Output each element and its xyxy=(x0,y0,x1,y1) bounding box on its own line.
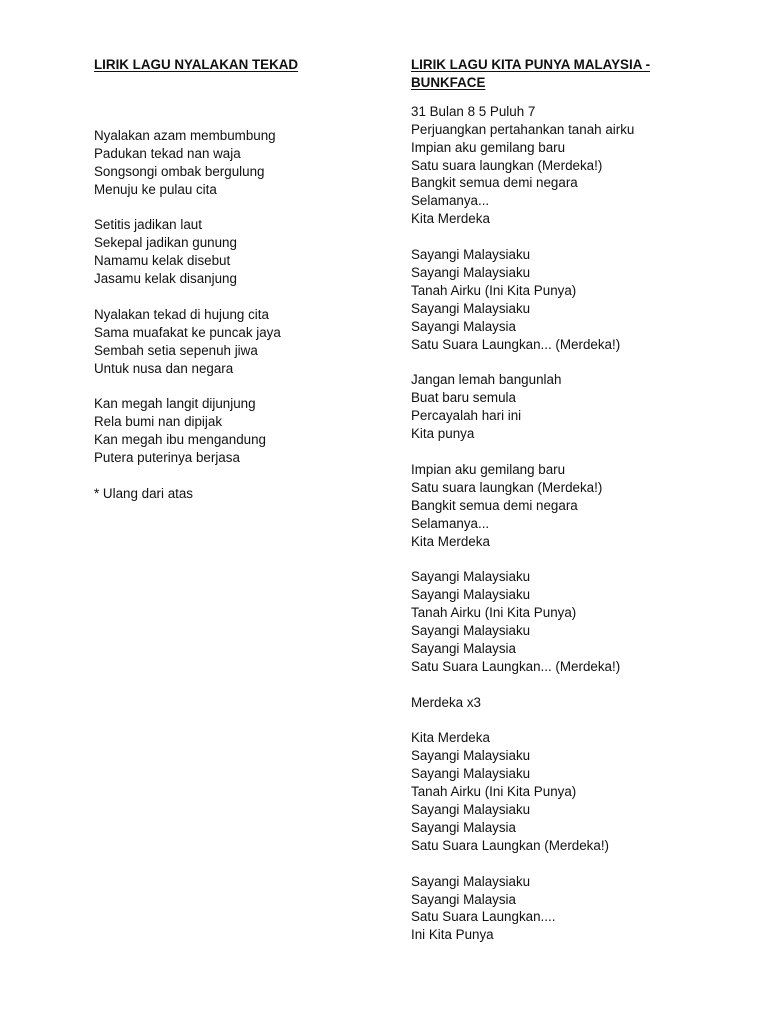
lyric-line: Kan megah langit dijunjung xyxy=(94,396,256,412)
lyric-line: Bangkit semua demi negara xyxy=(411,175,578,191)
lyric-line: Putera puterinya berjasa xyxy=(94,450,240,466)
lyric-line: Setitis jadikan laut xyxy=(94,217,202,233)
lyric-line: Namamu kelak disebut xyxy=(94,253,231,269)
lyric-line: Tanah Airku (Ini Kita Punya) xyxy=(411,282,577,298)
lyric-line: Rela bumi nan dipijak xyxy=(94,414,223,430)
lyric-line: Tanah Airku (Ini Kita Punya) xyxy=(411,605,577,621)
lyric-stanza xyxy=(94,216,384,288)
lyric-line: Sayangi Malaysiaku xyxy=(411,766,531,782)
lyric-line: Sayangi Malaysiaku xyxy=(411,247,531,263)
lyric-line: Sayangi Malaysia xyxy=(411,819,516,835)
lyric-line: Sayangi Malaysiaku xyxy=(411,300,531,316)
lyric-line: Bangkit semua demi negara xyxy=(411,497,578,513)
lyric-line: Sembah setia sepenuh jiwa xyxy=(94,342,258,358)
lyric-line: Ini Kita Punya xyxy=(411,927,494,943)
lyric-stanza xyxy=(411,873,711,945)
lyric-line: Kita Merdeka xyxy=(411,730,490,746)
lyrics-column-nyalakan-tekad xyxy=(94,56,384,521)
lyric-line: Buat baru semula xyxy=(411,390,516,406)
lyric-line: Merdeka x3 xyxy=(411,694,481,710)
lyric-stanza xyxy=(411,371,711,443)
stanza-list xyxy=(411,103,711,944)
stanza-list xyxy=(94,127,384,503)
lyric-line: Sayangi Malaysiaku xyxy=(411,623,531,639)
lyric-line: Songsongi ombak bergulung xyxy=(94,163,265,179)
lyric-line: Menuju ke pulau cita xyxy=(94,181,217,197)
lyric-line: Jasamu kelak disanjung xyxy=(94,271,237,287)
lyric-line: Kita Merdeka xyxy=(411,211,490,227)
lyric-line: Satu Suara Laungkan (Merdeka!) xyxy=(411,837,610,853)
lyric-stanza xyxy=(411,246,711,353)
lyric-line: Sayangi Malaysiaku xyxy=(411,802,531,818)
lyric-line: Sayangi Malaysiaku xyxy=(411,873,531,889)
lyric-line: Padukan tekad nan waja xyxy=(94,145,241,161)
song-title-kita-punya-malaysia xyxy=(411,56,711,92)
lyric-line: * Ulang dari atas xyxy=(94,485,193,501)
lyric-line: Kita Merdeka xyxy=(411,533,490,549)
lyric-line: Sayangi Malaysia xyxy=(411,640,516,656)
lyric-line: Kita punya xyxy=(411,426,475,442)
lyric-line: Sayangi Malaysiaku xyxy=(411,587,531,603)
lyric-line: Satu Suara Laungkan.... xyxy=(411,909,556,925)
lyric-stanza xyxy=(94,127,384,199)
lyric-line: Impian aku gemilang baru xyxy=(411,139,566,155)
lyric-stanza xyxy=(411,694,711,712)
lyric-line: Tanah Airku (Ini Kita Punya) xyxy=(411,784,577,800)
lyric-stanza xyxy=(94,306,384,378)
lyric-line: Sama muafakat ke puncak jaya xyxy=(94,324,281,340)
lyric-stanza xyxy=(94,485,384,503)
song-title-line: BUNKFACE xyxy=(411,74,486,90)
lyric-line: Nyalakan azam membumbung xyxy=(94,127,276,143)
lyric-stanza xyxy=(411,103,711,228)
lyric-line: Sayangi Malaysia xyxy=(411,891,516,907)
lyric-line: Sayangi Malaysia xyxy=(411,318,516,334)
lyric-line: Untuk nusa dan negara xyxy=(94,360,234,376)
lyric-line: Satu Suara Laungkan... (Merdeka!) xyxy=(411,336,621,352)
lyric-line: Selamanya... xyxy=(411,193,490,209)
lyric-line: Impian aku gemilang baru xyxy=(411,461,566,477)
lyric-line: Percayalah hari ini xyxy=(411,408,522,424)
lyric-line: Nyalakan tekad di hujung cita xyxy=(94,306,269,322)
lyric-line: Sayangi Malaysiaku xyxy=(411,569,531,585)
lyric-line: 31 Bulan 8 5 Puluh 7 xyxy=(411,103,536,119)
lyric-line: Sekepal jadikan gunung xyxy=(94,235,237,251)
lyric-stanza xyxy=(94,395,384,467)
lyric-line: Jangan lemah bangunlah xyxy=(411,372,562,388)
song-title-nyalakan-tekad: LIRIK LAGU NYALAKAN TEKAD xyxy=(94,57,299,72)
lyric-line: Kan megah ibu mengandung xyxy=(94,432,266,448)
lyric-line: Satu suara laungkan (Merdeka!) xyxy=(411,157,603,173)
lyrics-column-kita-punya-malaysia xyxy=(411,56,711,962)
lyric-line: Perjuangkan pertahankan tanah airku xyxy=(411,121,635,137)
song-title-line: LIRIK LAGU KITA PUNYA MALAYSIA - xyxy=(411,57,651,72)
lyric-line: Sayangi Malaysiaku xyxy=(411,264,531,280)
lyric-stanza xyxy=(411,461,711,551)
lyric-line: Satu Suara Laungkan... (Merdeka!) xyxy=(411,658,621,674)
lyric-stanza xyxy=(411,568,711,675)
lyric-line: Sayangi Malaysiaku xyxy=(411,748,531,764)
lyric-line: Satu suara laungkan (Merdeka!) xyxy=(411,479,603,495)
lyric-line: Selamanya... xyxy=(411,515,490,531)
lyric-stanza xyxy=(411,729,711,854)
